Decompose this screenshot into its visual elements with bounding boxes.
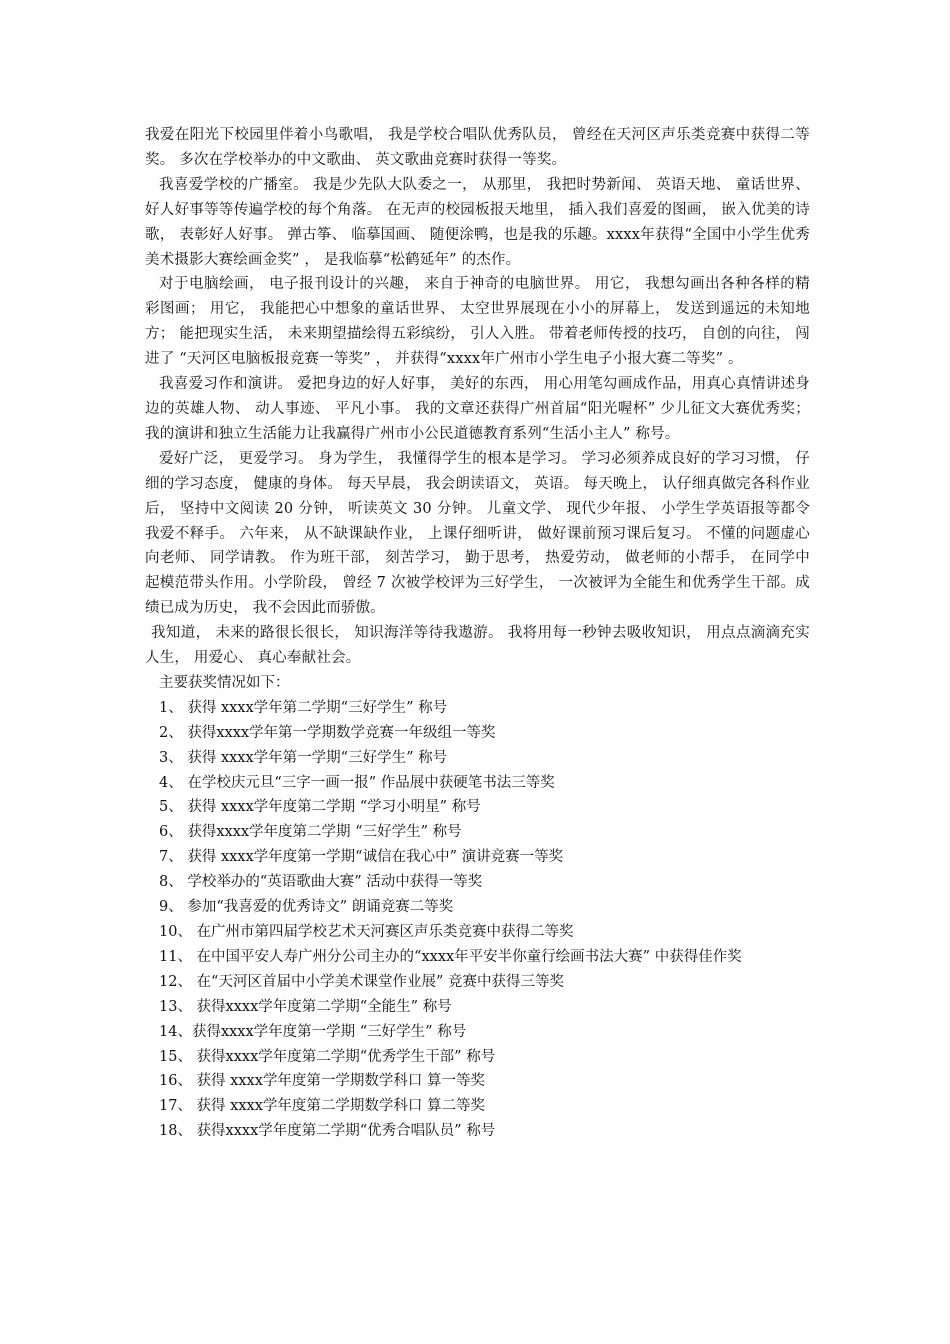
award-item: 13、 获得xxxx学年度第二学期“全能生” 称号 bbox=[159, 998, 452, 1015]
award-item: 11、 在中国平安人寿广州分公司主办的“xxxx年平安半你童行绘画书法大赛” 中获得佳作奖 bbox=[159, 948, 742, 965]
paragraph-singing: 我爱在阳光下校园里伴着小鸟歌唱， 我是学校合唱队优秀队员， 曾经在天河区声乐类竞赛中获得二等奖。 多次在学校举办的中文歌曲、 英文歌曲竞赛时获得一等奖。 bbox=[145, 127, 810, 168]
paragraph-future: 我知道， 未来的路很长很长， 知识海洋等待我遨游。 我将用每一秒钟去吸收知识， 用点点滴滴充实人生， 用爱心、 真心奉献社会。 bbox=[145, 625, 810, 667]
award-item: 14、获得xxxx学年度第一学期 “三好学生” 称号 bbox=[159, 1023, 467, 1040]
award-item: 1、 获得 xxxx学年第二学期“三好学生” 称号 bbox=[159, 699, 448, 716]
award-item: 16、 获得 xxxx学年度第一学期数学科口 算一等奖 bbox=[159, 1073, 485, 1090]
award-item: 9、 参加“我喜爱的优秀诗文” 朗诵竞赛二等奖 bbox=[159, 899, 454, 916]
paragraph-broadcast: 我喜爱学校的广播室。 我是少先队大队委之一， 从那里， 我把时势新闻、 英语天地、 童话世界、 好人好事等等传遍学校的每个角落。 在无声的校园板报天地里， 插入我们喜爱的图画， 嵌入优美的诗歌， 表彰好人好事。 弹古筝、 临摹国画、 随便涂鸭，也是我的乐趣。xxxx年获得“全国中小学生优秀美术摄影大赛绘画金奖” ， 是我临摹“松鹤延年” 的杰作。 bbox=[145, 176, 810, 268]
award-item: 3、 获得 xxxx学年第一学期“三好学生” 称号 bbox=[159, 749, 448, 766]
awards-list bbox=[145, 696, 810, 1144]
award-item: 15、 获得xxxx学年度第二学期“优秀学生干部” 称号 bbox=[159, 1048, 496, 1065]
award-item: 7、 获得 xxxx学年度第一学期“诚信在我心中” 演讲竞赛一等奖 bbox=[159, 849, 564, 866]
paragraph-writing-speech: 我喜爱习作和演讲。 爱把身边的好人好事， 美好的东西， 用心用笔勾画成作品，用真心真情讲述身边的英雄人物、 动人事迹、 平凡小事。 我的文章还获得广州首届“阳光喔杯” 少儿征文大赛优秀奖； 我的演讲和独立生活能力让我赢得广州市小公民道德教育系列“生活小主人” 称号。 bbox=[145, 376, 810, 442]
award-item: 12、 在“天河区首届中小学美术课堂作业展” 竞赛中获得三等奖 bbox=[159, 973, 564, 990]
paragraph-study: 爱好广泛， 更爱学习。 身为学生， 我懂得学生的根本是学习。 学习必须养成良好的学习习惯， 仔细的学习态度， 健康的身体。 每天早晨， 我会朗读语文， 英语。 每天晚上， 认仔细真做完各科作业后， 坚持中文阅读 20 分钟， 听读英文 30 分钟。 儿童文学、 现代少年报、 小学生学英语报等都令我爱不释手。 六年来， 从不缺课缺作业， 上课仔细听讲， 做好课前预习课后复习。 不懂的问题虚心向老师、 同学请教。 作为班干部， 刻苦学习， 勤于思考， 热爱劳动， 做老师的小帮手， 在同学中起模范带头作用。小学阶段， 曾经 7 次被学校评为三好学生， 一次被评为全能生和优秀学生干部。成绩已成为历史， 我不会因此而骄傲。 bbox=[145, 450, 810, 617]
awards-heading: 主要获奖情况如下： bbox=[159, 674, 290, 691]
award-item: 6、 获得xxxx学年度第二学期 “三好学生” 称号 bbox=[159, 824, 462, 841]
document-page bbox=[145, 123, 810, 1144]
award-item: 4、 在学校庆元旦“三字一画一报” 作品展中获硬笔书法三等奖 bbox=[159, 774, 555, 791]
award-item: 17、 获得 xxxx学年度第二学期数学科口 算二等奖 bbox=[159, 1098, 485, 1115]
award-item: 5、 获得 xxxx学年度第二学期 “学习小明星” 称号 bbox=[159, 799, 481, 816]
award-item: 10、 在广州市第四届学校艺术天河赛区声乐类竞赛中获得二等奖 bbox=[159, 924, 574, 940]
award-item: 2、 获得xxxx学年第一学期数学竞赛一年级组一等奖 bbox=[159, 724, 496, 741]
award-item: 18、 获得xxxx学年度第二学期“优秀合唱队员” 称号 bbox=[159, 1123, 496, 1140]
paragraph-computer-art: 对于电脑绘画， 电子报刊设计的兴趣， 来自于神奇的电脑世界。 用它， 我想勾画出各种各样的精彩图画； 用它， 我能把心中想象的童话世界、 太空世界展现在小小的屏幕上， 发送到遥远的未知地方； 能把现实生活， 未来期望描绘得五彩缤纷， 引人入胜。 带着老师传授的技巧， 自创的向往， 闯进了 “天河区电脑板报竞赛一等奖” ， 并获得“xxxx年广州市小学生电子小报大赛二等奖” 。 bbox=[145, 276, 810, 368]
award-item: 8、 学校举办的“英语歌曲大赛” 活动中获得一等奖 bbox=[159, 874, 483, 891]
